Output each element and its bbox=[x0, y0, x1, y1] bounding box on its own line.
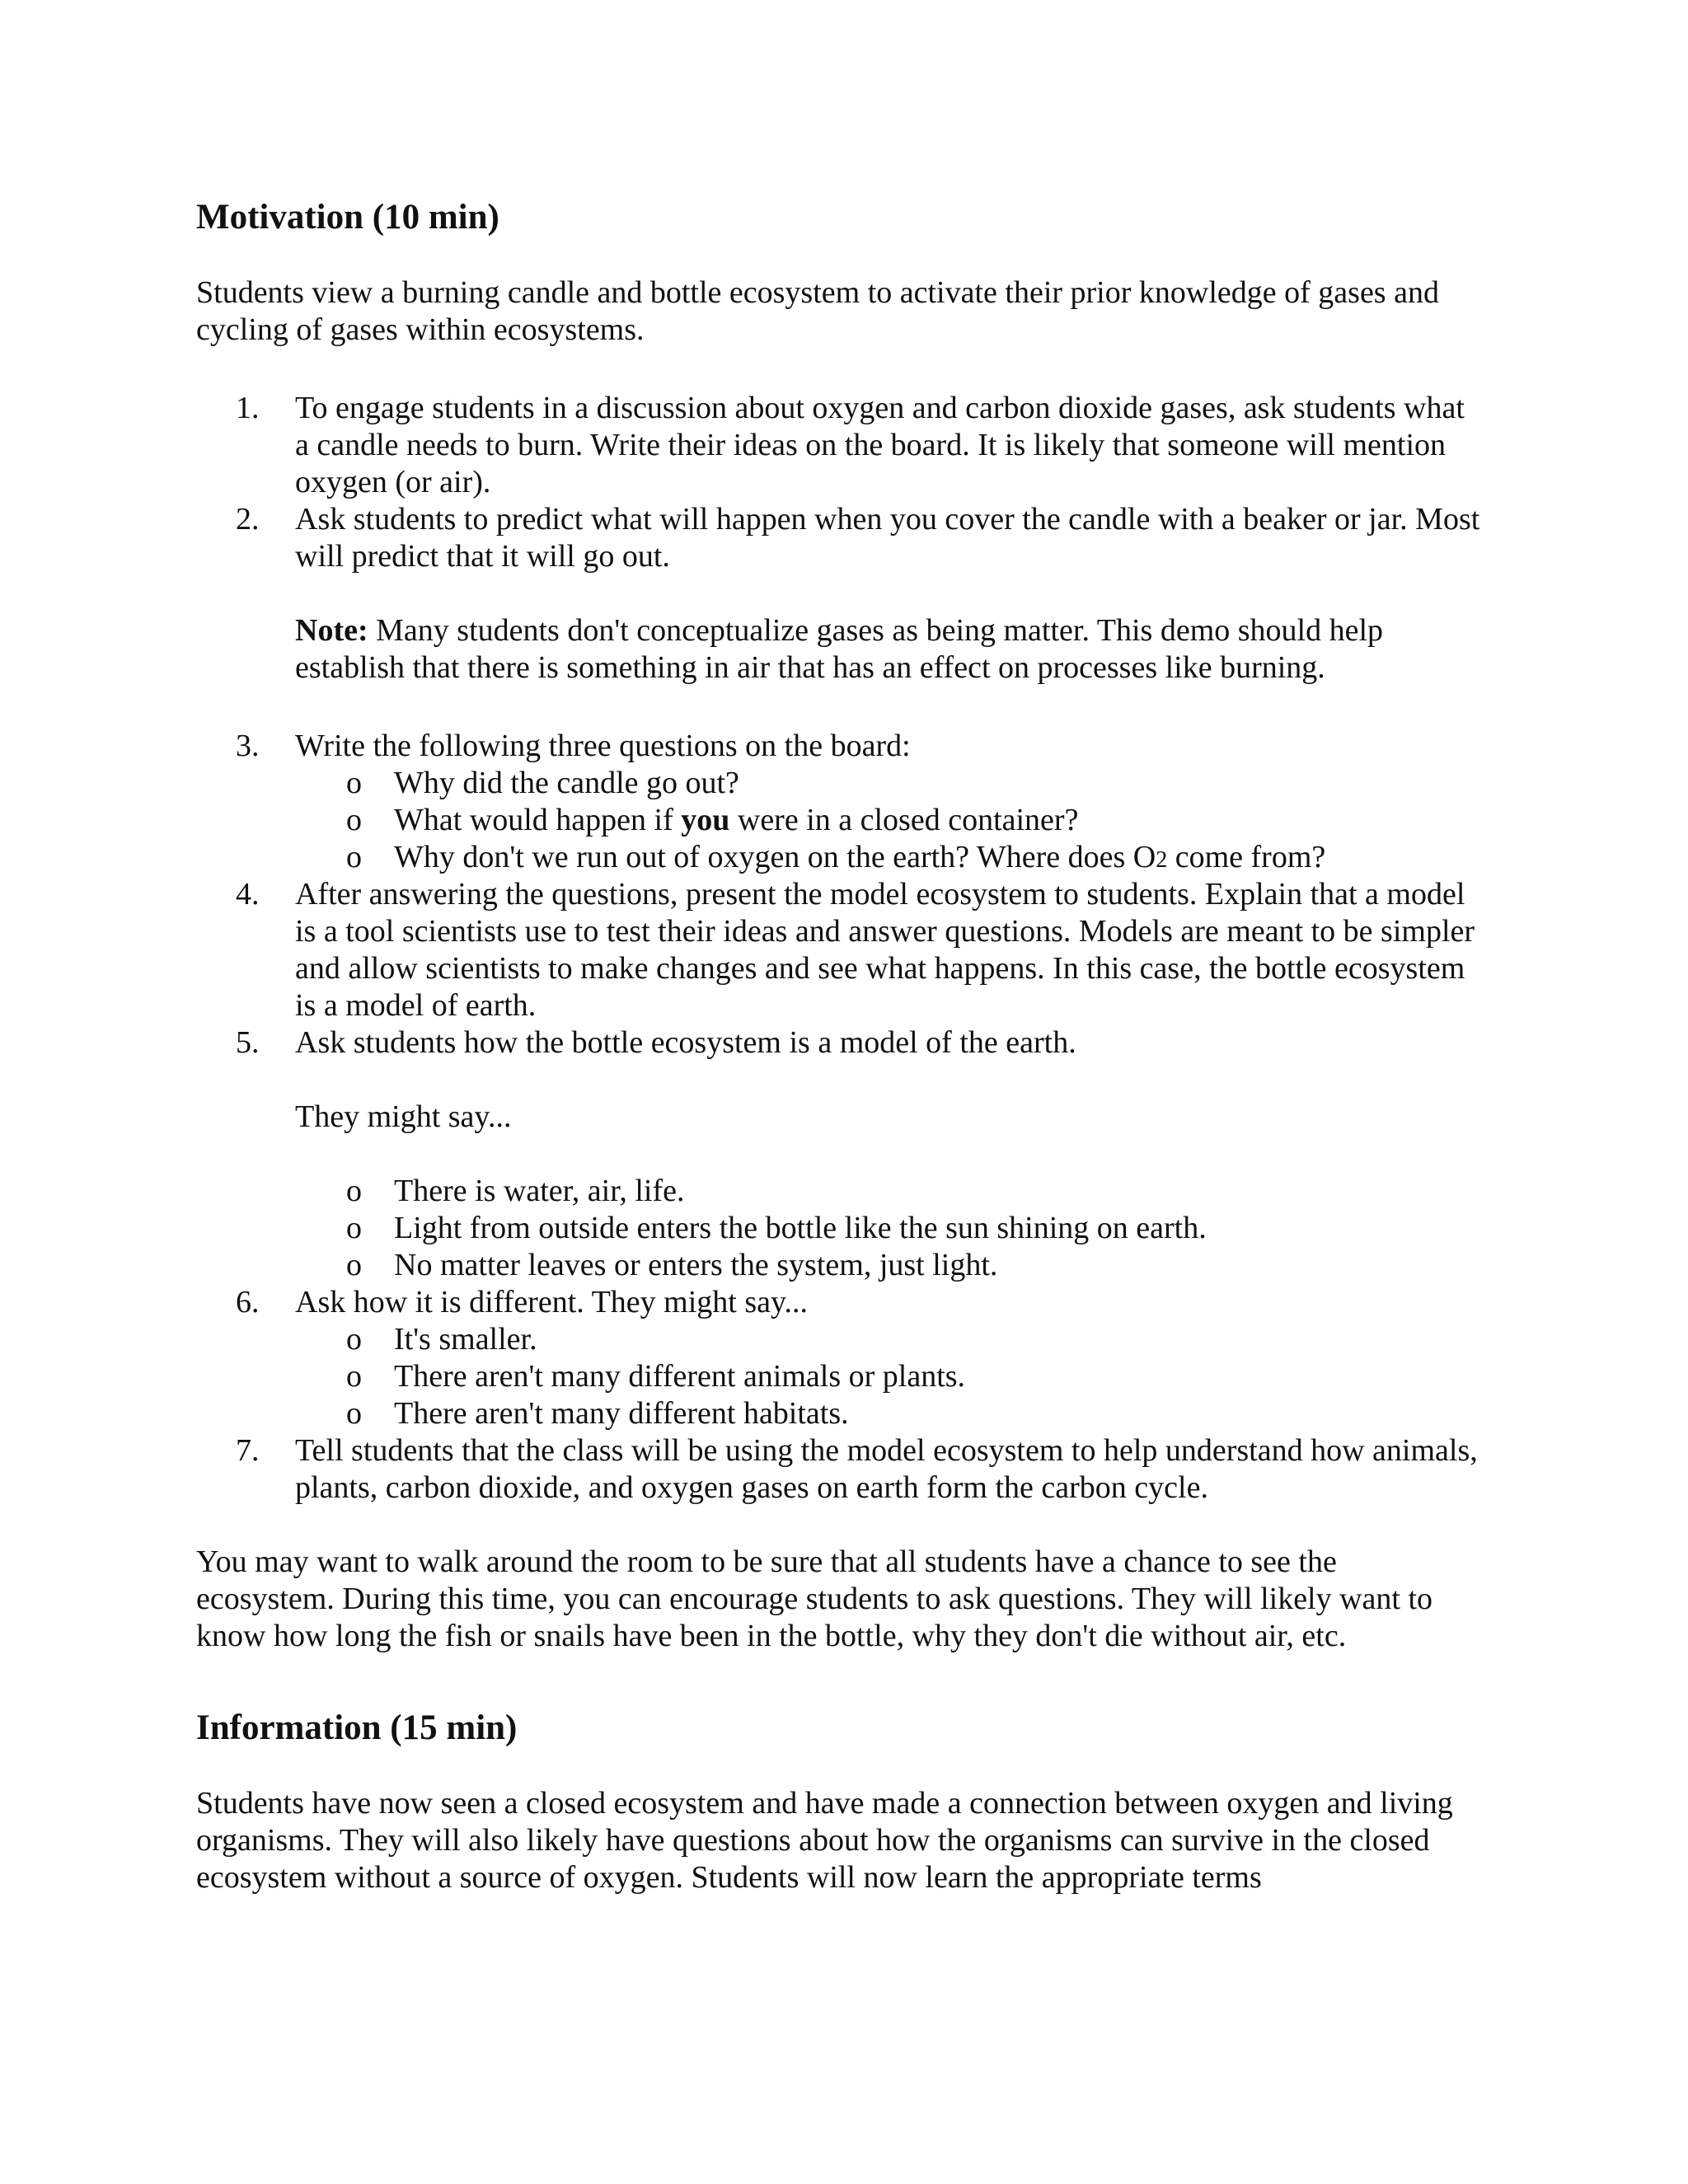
list-item-text: After answering the questions, present the model ecosystem to students. Explain that a model is a tool scientists use to test their ideas and answer questions. Models are meant to be simpler and allow scientists to make changes and see what happens. In this case, the bottle ecosystem is a model of earth. bbox=[295, 877, 1475, 1023]
list-item-text: Ask how it is different. They might say... bbox=[295, 1285, 809, 1319]
similarity-item-2 bbox=[346, 1210, 1482, 1247]
list-item-7 bbox=[236, 1432, 1482, 1507]
list-number: 5. bbox=[236, 1025, 260, 1060]
difference-item-1 bbox=[346, 1321, 1482, 1358]
bullet: o bbox=[346, 1174, 362, 1208]
information-intro bbox=[196, 1785, 1482, 1896]
question-text-pre: What would happen if bbox=[394, 803, 682, 837]
list-number: 4. bbox=[236, 877, 260, 912]
similarity-text: No matter leaves or enters the system, just light. bbox=[394, 1248, 998, 1282]
list-item-text: Ask students how the bottle ecosystem is a model of the earth. bbox=[295, 1025, 1076, 1060]
question-text: Why did the candle go out? bbox=[394, 766, 739, 800]
list-number: 2. bbox=[236, 502, 260, 537]
bullet: o bbox=[346, 1396, 362, 1431]
subscript-2: 2 bbox=[1156, 847, 1168, 873]
difference-text: It's smaller. bbox=[394, 1322, 537, 1357]
list-item-text: Write the following three questions on the board: bbox=[295, 729, 911, 763]
difference-item-2 bbox=[346, 1358, 1482, 1395]
question-text-pre: Why don't we run out of oxygen on the earth? Where does O bbox=[394, 840, 1156, 874]
information-heading: Information (15 min) bbox=[196, 1708, 518, 1747]
motivation-heading: Motivation (10 min) bbox=[196, 198, 499, 237]
question-text-post: come from? bbox=[1167, 840, 1326, 874]
list-item-5 bbox=[236, 1024, 1482, 1062]
motivation-intro bbox=[196, 274, 1482, 349]
information-intro-text: Students have now seen a closed ecosystem and have made a connection between oxygen and living organisms. They will also likely have questions about how the organisms can survive in the closed ecosystem without a source of oxygen. Students will now learn the appropriate terms bbox=[196, 1786, 1453, 1895]
list-item-4 bbox=[236, 876, 1482, 1024]
bullet: o bbox=[346, 766, 362, 800]
bullet: o bbox=[346, 803, 362, 837]
question-item-3 bbox=[346, 839, 1482, 879]
bullet: o bbox=[346, 1211, 362, 1245]
might-say-text: They might say... bbox=[295, 1099, 512, 1134]
note-paragraph bbox=[295, 612, 1482, 687]
closing-text: You may want to walk around the room to be sure that all students have a chance to see the ecosystem. During this time, you can encourage students to ask questions. They will likely want to know how long the fish or snails have been in the bottle, why they don't die without air, etc. bbox=[196, 1544, 1433, 1653]
similarity-item-1 bbox=[346, 1173, 1482, 1210]
similarity-text: There is water, air, life. bbox=[394, 1174, 685, 1208]
list-number: 3. bbox=[236, 729, 260, 763]
closing-paragraph bbox=[196, 1544, 1482, 1655]
question-text-bold: you bbox=[681, 803, 730, 837]
question-item-1 bbox=[346, 765, 1482, 802]
bullet: o bbox=[346, 840, 362, 874]
list-item-2 bbox=[236, 501, 1482, 575]
note-label: Note: bbox=[295, 613, 368, 648]
similarity-text: Light from outside enters the bottle like the sun shining on earth. bbox=[394, 1211, 1207, 1245]
similarity-item-3 bbox=[346, 1247, 1482, 1284]
difference-item-3 bbox=[346, 1395, 1482, 1432]
difference-text: There aren't many different animals or plants. bbox=[394, 1359, 966, 1394]
bullet: o bbox=[346, 1359, 362, 1394]
list-item-1 bbox=[236, 390, 1482, 501]
list-number: 1. bbox=[236, 391, 260, 425]
motivation-intro-text: Students view a burning candle and bottle ecosystem to activate their prior knowledge of gases and cycling of gases within ecosystems. bbox=[196, 275, 1439, 347]
question-text-post: were in a closed container? bbox=[729, 803, 1079, 837]
list-item-text: To engage students in a discussion about oxygen and carbon dioxide gases, ask students what a candle needs to burn. Write their ideas on the board. It is likely that someone will mention oxygen (or air). bbox=[295, 391, 1465, 499]
list-item-text: Ask students to predict what will happen when you cover the candle with a beaker or jar. Most will predict that it will go out. bbox=[295, 502, 1480, 574]
list-item-text: Tell students that the class will be using the model ecosystem to help understand how animals, plants, carbon dioxide, and oxygen gases on earth form the carbon cycle. bbox=[295, 1433, 1478, 1505]
bullet: o bbox=[346, 1248, 362, 1282]
list-number: 7. bbox=[236, 1433, 260, 1468]
question-item-2 bbox=[346, 802, 1482, 839]
list-item-3 bbox=[236, 728, 1482, 765]
list-item-6 bbox=[236, 1284, 1482, 1321]
note-text: Many students don't conceptualize gases as being matter. This demo should help establish that there is something in air that has an effect on processes like burning. bbox=[295, 613, 1384, 685]
bullet: o bbox=[346, 1322, 362, 1357]
list-number: 6. bbox=[236, 1285, 260, 1319]
difference-text: There aren't many different habitats. bbox=[394, 1396, 849, 1431]
